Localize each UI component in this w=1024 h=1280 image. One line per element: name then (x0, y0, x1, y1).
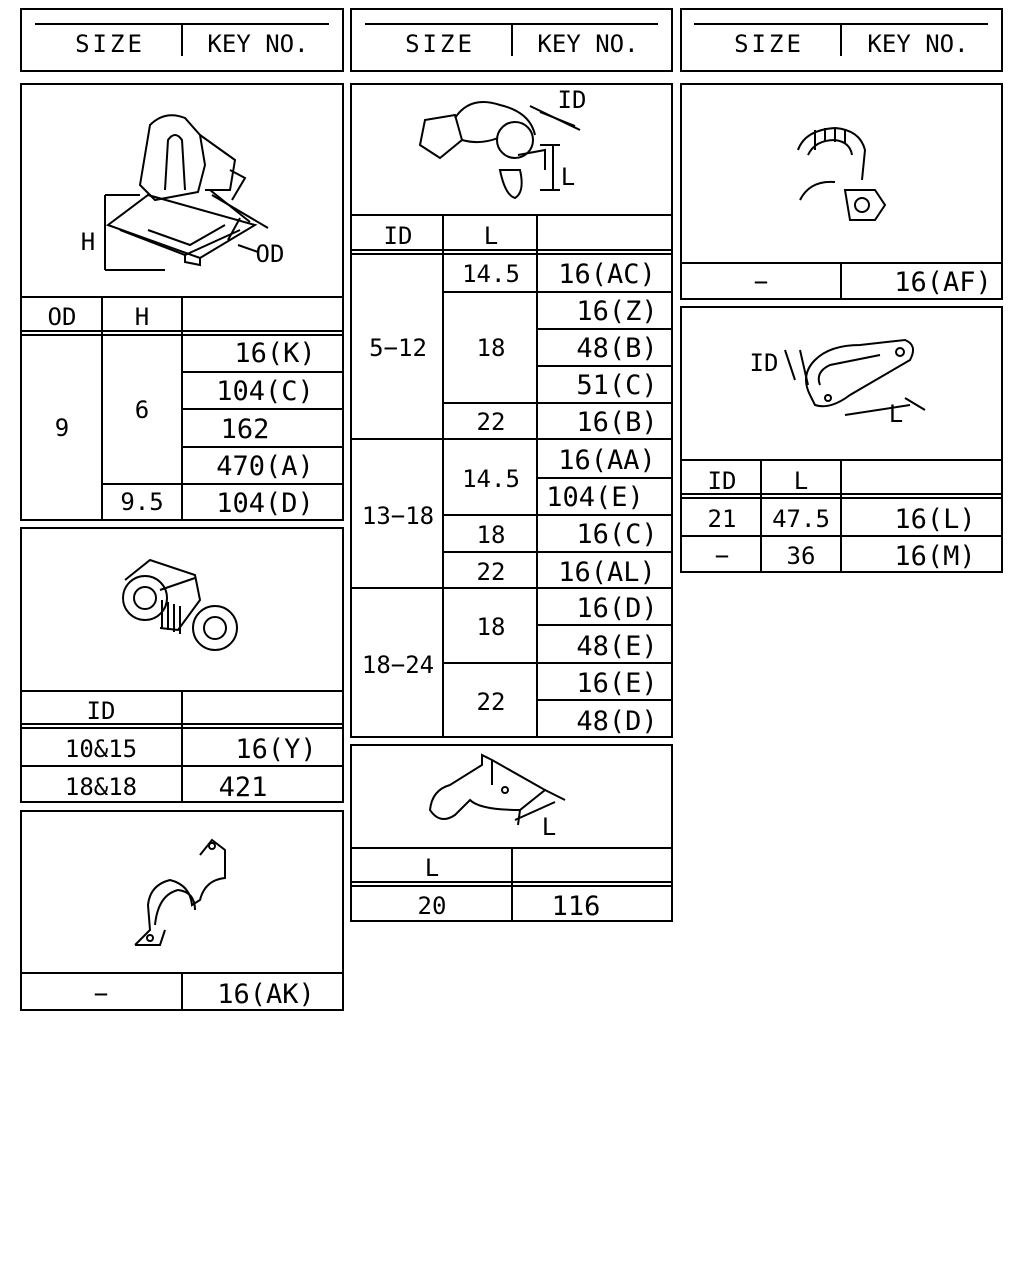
key-no: 16(B) (576, 407, 658, 438)
l-value: 22 (476, 558, 506, 586)
h-value: 6 (134, 396, 150, 424)
od-value: 9 (54, 414, 70, 442)
key-no: 48(D) (576, 706, 658, 737)
id-range: 18−24 (361, 651, 435, 679)
key-no: 16(C) (576, 519, 658, 550)
key-no: 16(M) (894, 541, 976, 572)
header-col3-size: SIZE (734, 30, 804, 58)
key-no: 116 (551, 891, 601, 922)
header-col1-key: KEY NO. (207, 30, 309, 58)
column-header-id: ID (86, 697, 116, 725)
key-no: 162 (220, 414, 270, 445)
l-value: 20 (417, 892, 447, 920)
key-no: 48(E) (576, 631, 658, 662)
l-value: 22 (476, 688, 506, 716)
key-no: 16(Y) (235, 734, 317, 765)
column-header-h: H (134, 303, 150, 331)
size-value: − (93, 980, 109, 1008)
dimension-label-l: L (888, 400, 904, 428)
l-value: 18 (476, 613, 506, 641)
key-no: 16(D) (576, 593, 658, 624)
key-no: 104(C) (216, 376, 314, 407)
dimension-label-h: H (80, 228, 96, 256)
key-no: 16(Z) (576, 296, 658, 327)
l-value: 18 (476, 521, 506, 549)
dimension-label-od: OD (255, 240, 285, 268)
key-no: 470(A) (216, 451, 314, 482)
double-clamp-drawing (123, 560, 237, 650)
l-value: 36 (786, 542, 816, 570)
key-no: 16(AK) (217, 979, 315, 1010)
header-col2-size: SIZE (405, 30, 475, 58)
column-header-id: ID (707, 467, 737, 495)
column-header-l: L (424, 854, 440, 882)
harness-clip-drawing (420, 102, 580, 198)
l-value: 18 (476, 334, 506, 362)
h-value: 9.5 (120, 488, 164, 516)
l-value: 14.5 (462, 465, 520, 493)
id-value: 21 (707, 505, 737, 533)
id-value: 18&18 (64, 773, 138, 801)
id-range: 13−18 (361, 502, 435, 530)
column-header-l: L (483, 222, 499, 250)
column-header-od: OD (47, 303, 77, 331)
key-no: 16(AF) (894, 267, 992, 298)
snap-clamp-drawing (798, 128, 885, 220)
key-no: 51(C) (576, 370, 658, 401)
dimension-label-l: L (560, 163, 576, 191)
key-no: 16(K) (234, 338, 316, 369)
header-col2-key: KEY NO. (537, 30, 639, 58)
id-value: 10&15 (64, 735, 138, 763)
column-header-id: ID (383, 222, 413, 250)
dimension-label-l: L (541, 813, 557, 841)
size-value: − (753, 268, 769, 296)
column-header-l: L (793, 467, 809, 495)
key-no: 16(L) (894, 504, 976, 535)
push-rivet-clip-drawing (105, 115, 268, 270)
dimension-label-id: ID (557, 86, 587, 114)
saddle-clamp-drawing (135, 840, 225, 945)
key-no: 48(B) (576, 333, 658, 364)
id-range: 5−12 (369, 334, 427, 362)
l-value: 14.5 (462, 260, 520, 288)
key-no: 104(D) (216, 488, 314, 519)
l-value: 47.5 (772, 505, 830, 533)
l-value: 22 (476, 408, 506, 436)
key-no: 16(AA) (558, 445, 656, 476)
header-col3-key: KEY NO. (867, 30, 969, 58)
dimension-label-id: ID (749, 349, 779, 377)
key-no: 16(AL) (558, 557, 656, 588)
key-no: 16(AC) (558, 259, 656, 290)
id-value: − (714, 542, 730, 570)
loop-clamp-drawing (785, 340, 925, 415)
key-no: 421 (218, 772, 268, 803)
key-no: 16(E) (576, 668, 658, 699)
header-col1-size: SIZE (75, 30, 145, 58)
key-no: 104(E) (546, 482, 644, 513)
